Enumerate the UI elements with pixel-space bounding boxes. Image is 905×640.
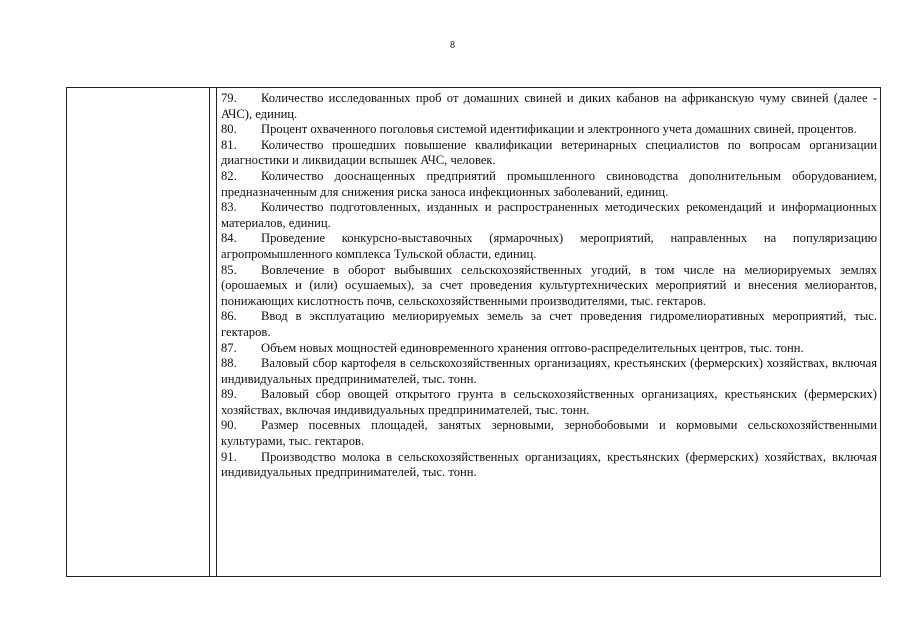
item-number: 91.: [221, 449, 237, 464]
item-number: 86.: [221, 309, 237, 324]
item-text: Количество исследованных проб от домашних свиней и диких кабанов на африканскую чуму свиней (далее - АЧС), единиц.: [221, 91, 877, 121]
indicator-item-84: [221, 231, 877, 262]
item-text: Валовый сбор картофеля в сельскохозяйственных организациях, крестьянских (фермерских) хозяйствах, включая индивидуальных предпринимателей, тыс. тонн.: [221, 356, 877, 386]
table-cell-indicators: [217, 88, 881, 577]
indicator-item-91: [221, 450, 877, 481]
item-number: 79.: [221, 91, 237, 105]
item-text: Количество подготовленных, изданных и распространенных методических рекомендаций и информационных материалов, единиц.: [221, 200, 877, 230]
table-cell-narrow: [210, 88, 217, 577]
item-number: 80.: [221, 122, 237, 137]
item-number: 81.: [221, 137, 237, 152]
indicators-table: [66, 87, 881, 577]
indicator-item-87: [221, 341, 877, 357]
indicator-item-82: [221, 169, 877, 200]
item-number: 90.: [221, 418, 237, 433]
item-text: Валовый сбор овощей открытого грунта в сельскохозяйственных организациях, крестьянских (фермерских) хозяйствах, включая индивидуальных предпринимателей, тыс. тонн.: [221, 387, 877, 417]
indicator-item-79: [221, 91, 877, 122]
indicator-item-83: [221, 200, 877, 231]
indicator-item-81: [221, 138, 877, 169]
item-number: 83.: [221, 200, 237, 215]
item-text: Ввод в эксплуатацию мелиорируемых земель за счет проведения гидромелиоративных мероприятий, тыс. гектаров.: [221, 309, 877, 339]
item-number: 84.: [221, 231, 237, 246]
indicator-item-80: [221, 122, 877, 138]
item-text: Количество прошедших повышение квалификации ветеринарных специалистов по вопросам организации диагностики и ликвидации вспышек АЧС, человек.: [221, 137, 877, 168]
item-number: 87.: [221, 340, 237, 355]
page-number: 8: [450, 40, 455, 51]
item-text: Вовлечение в оборот выбывших сельскохозяйственных угодий, в том числе на мелиорируемых землях (орошаемых и (или) осушаемых), за счет проведения культуртехнических мероприятий и внесения мелиорантов, понижающих кислотность почв, сельскохозяйственными производителями, тыс. гектаров.: [221, 262, 877, 308]
item-text: Количество дооснащенных предприятий промышленного свиноводства дополнительным оборудованием, предназначенным для снижения риска заноса инфекционных заболеваний, единиц.: [221, 168, 877, 199]
indicator-item-89: [221, 387, 877, 418]
item-text: Проведение конкурсно-выставочных (ярмарочных) мероприятий, направленных на популяризацию агропромышленного комплекса Тульской области, единиц.: [221, 231, 877, 261]
item-number: 89.: [221, 387, 237, 402]
indicator-item-86: [221, 309, 877, 340]
item-number: 88.: [221, 356, 237, 371]
indicator-item-90: [221, 418, 877, 449]
item-text: Объем новых мощностей единовременного хранения оптово-распределительных центров, тыс. тонн.: [261, 340, 804, 355]
item-text: Производство молока в сельскохозяйственных организациях, крестьянских (фермерских) хозяйствах, включая индивидуальных предпринимателей, тыс. тонн.: [221, 449, 877, 480]
indicator-item-85: [221, 263, 877, 310]
item-text: Размер посевных площадей, занятых зерновыми, зернобобовыми и кормовыми сельскохозяйственными культурами, тыс. гектаров.: [221, 418, 877, 449]
table-cell-empty: [67, 88, 210, 577]
item-number: 82.: [221, 168, 237, 183]
item-text: Процент охваченного поголовья системой идентификации и электронного учета домашних свиней, процентов.: [261, 122, 857, 137]
indicator-item-88: [221, 356, 877, 387]
table-row: [67, 88, 881, 577]
item-number: 85.: [221, 262, 237, 277]
